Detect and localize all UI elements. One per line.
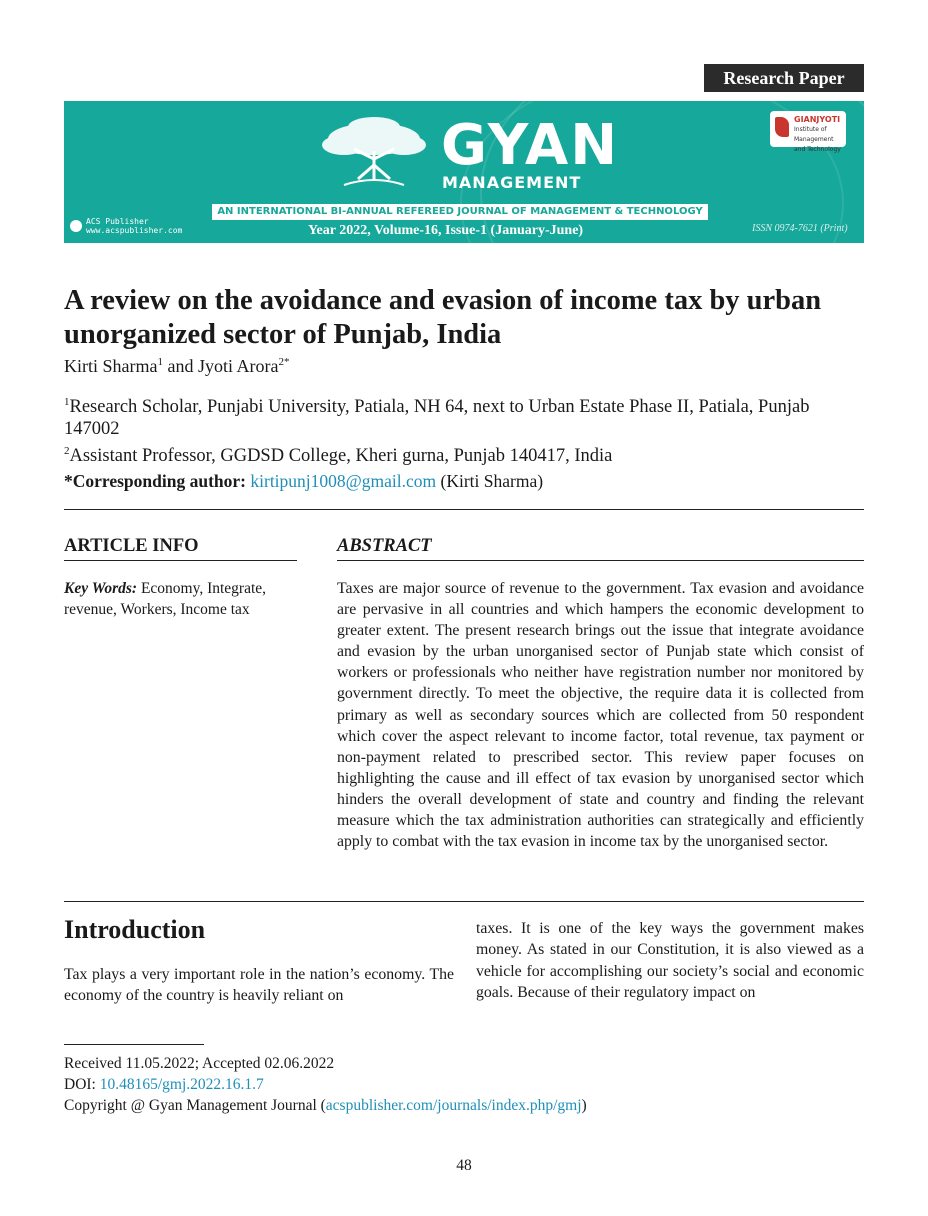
publisher-logo: [70, 217, 182, 235]
publisher-url: www.acspublisher.com: [86, 226, 183, 235]
divider: [64, 560, 297, 561]
doi-link[interactable]: 10.48165/gmj.2022.16.1.7: [99, 1076, 264, 1093]
corresponding-label: *Corresponding author:: [64, 471, 246, 491]
author-affil-mark: 1: [157, 356, 163, 368]
publisher-icon: [70, 220, 82, 232]
author-separator: and: [162, 356, 198, 376]
divider: [64, 901, 864, 902]
issn: ISSN 0974-7621 (Print): [752, 223, 848, 234]
partner-name: GIANJYOTI: [794, 115, 841, 124]
journal-url-link[interactable]: acspublisher.com/journals/index.php/gmj: [325, 1097, 582, 1114]
abstract-text: Taxes are major source of revenue to the government. Tax evasion and avoidance are pervasive in all countries and which hampers the economic development to greater extent. The present research brings out the issue that integrate avoidance and evasion by the urban unorganised sector of Punjab state which consist of workers or professionals who neither have registration number nor monitored by government directly. To meet the objective, the require data it is collected from primary as well as secondary sources which are collected from 50 respondent which cover the aspect relevant to income factor, total revenue, tax payment or non-payment related to prescribed sector. This review paper focuses on highlighting the cause and ill effect of tax evasion by unorganised sector which hinders the overall development of state and country and finding the relevant measure which the tax administration authorities can strategically and efficiently apply to combat with the tax evasion in income tax by the unorganised sector.: [337, 580, 864, 851]
affil-mark: 2: [64, 445, 70, 458]
partner-mark-icon: [775, 117, 789, 137]
author-name: Kirti Sharma: [64, 356, 158, 376]
copyright-line: [64, 1095, 587, 1116]
journal-banner: [64, 101, 864, 243]
doi-line: [64, 1074, 587, 1095]
received-dates: Received 11.05.2022; Accepted 02.06.2022: [64, 1055, 335, 1072]
affiliation: [64, 440, 864, 467]
body-text-left-column: Tax plays a very important role in the nation’s economy. The economy of the country is heavily reliant on: [64, 966, 454, 1005]
keywords-text: Economy, Integrate, revenue, Workers, Income tax: [64, 580, 267, 618]
affiliations: [64, 391, 864, 467]
corresponding-author: [64, 471, 543, 492]
partner-tagline: Institute of Management and Technology: [794, 126, 841, 153]
affil-mark: 1: [64, 396, 70, 408]
issue-info: Year 2022, Volume-16, Issue-1 (January-June): [308, 223, 584, 238]
section-heading: Introduction: [64, 915, 206, 944]
copyright-text: ): [581, 1097, 587, 1114]
page-number: 48: [456, 1157, 472, 1174]
footnote: [64, 1053, 587, 1116]
divider: [64, 509, 864, 510]
corresponding-name: (Kirti Sharma): [440, 471, 544, 491]
journal-logo-title: GYAN: [441, 113, 620, 178]
publisher-name: ACS Publisher: [86, 217, 149, 226]
author-affil-mark: 2*: [278, 356, 290, 368]
body-text-right-column: taxes. It is one of the key ways the government makes money. As stated in our Constitution, it is also viewed as a vehicle for accomplishing our society’s social and economic goals. Because of their regulatory impact on: [476, 920, 864, 1001]
partner-logo: [770, 111, 846, 153]
keywords-label: Key Words:: [64, 580, 138, 597]
article-info-heading: ARTICLE INFO: [64, 536, 199, 556]
article-title: A review on the avoidance and evasion of income tax by urban unorganized sector of Punjab, India: [64, 285, 822, 350]
affiliation: [64, 391, 864, 440]
footnote-rule: [64, 1044, 204, 1045]
affiliation-text: Research Scholar, Punjabi University, Patiala, NH 64, next to Urban Estate Phase II, Patiala, Punjab 147002: [64, 397, 810, 440]
affiliation-text: Assistant Professor, GGDSD College, Kheri gurna, Punjab 140417, India: [69, 446, 613, 467]
corresponding-email-link[interactable]: kirtipunj1008@gmail.com: [250, 471, 437, 491]
keywords: [64, 578, 302, 620]
copyright-text: Copyright @ Gyan Management Journal (: [64, 1097, 326, 1114]
article-type-badge: Research Paper: [704, 64, 864, 92]
doi-label: DOI:: [64, 1076, 100, 1093]
journal-logo-subtitle: MANAGEMENT: [442, 173, 582, 192]
abstract-heading: ABSTRACT: [337, 536, 432, 556]
tree-logo-icon: [314, 115, 434, 195]
author-line: [64, 356, 289, 377]
journal-description-strip: AN INTERNATIONAL BI-ANNUAL REFEREED JOURNAL OF MANAGEMENT & TECHNOLOGY: [212, 204, 708, 220]
divider: [337, 560, 864, 561]
author-name: Jyoti Arora: [197, 356, 279, 376]
